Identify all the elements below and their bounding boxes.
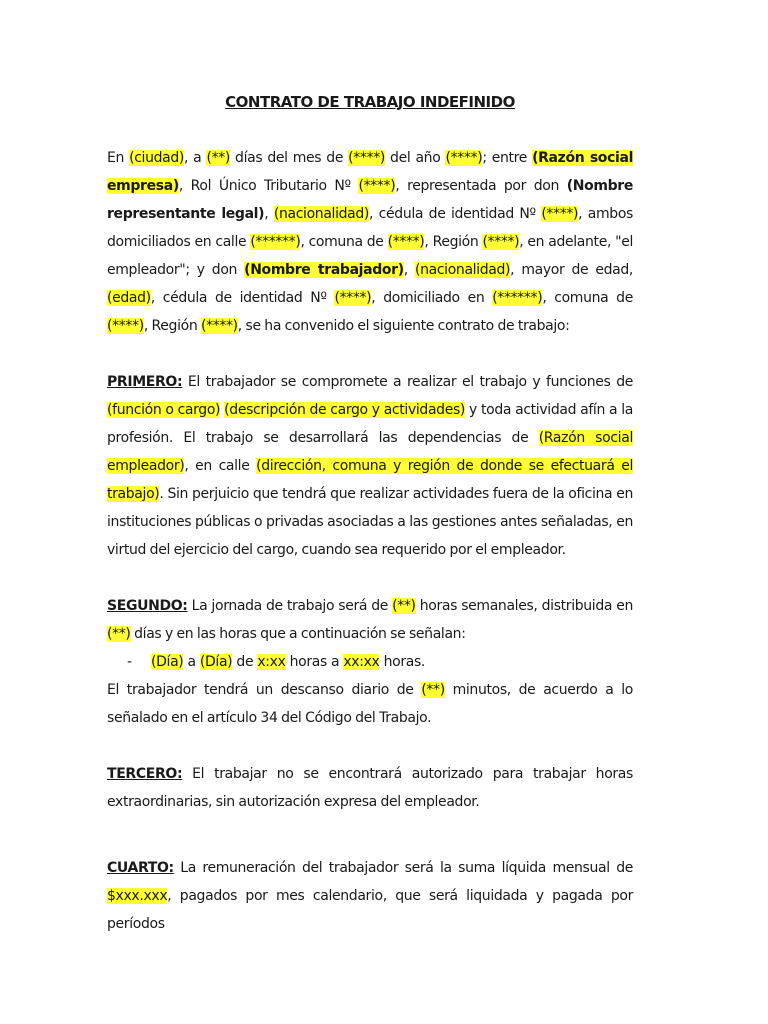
clause-segundo-descanso <box>107 676 633 732</box>
field-region-trabajador: (****) <box>200 318 238 334</box>
field-direccion-trabajo: (dirección, comuna y región de donde se efectuará el trabajo) <box>107 458 633 502</box>
schedule-bullet <box>107 648 633 676</box>
clause-text: y toda actividad afín a la profesión. El trabajo se desarrollará las dependencias de <box>107 402 633 446</box>
intro-text: , en adelante, "el empleador"; y don <box>107 234 633 278</box>
document-title: CONTRATO DE TRABAJO INDEFINIDO <box>225 93 515 111</box>
field-representante: (Nombre representante legal) <box>107 178 633 222</box>
intro-text: , a <box>184 150 207 166</box>
clause-text: El trabajador tendrá un descanso diario de <box>107 682 422 698</box>
field-horas-semanales: (**) <box>392 598 416 614</box>
field-comuna-trabajador: (****) <box>107 318 144 334</box>
intro-text: , Región <box>424 234 483 250</box>
intro-text: , Región <box>143 318 201 334</box>
intro-text: , domiciliado en <box>371 290 493 306</box>
clause-text: , en calle <box>184 458 257 474</box>
intro-text: del año <box>385 150 446 166</box>
intro-paragraph <box>107 144 633 340</box>
field-edad: (edad) <box>107 290 151 306</box>
clause-text: La remuneración del trabajador será la suma líquida mensual de <box>173 860 633 876</box>
clause-label: SEGUNDO: <box>107 598 188 614</box>
clause-segundo <box>107 592 633 648</box>
field-dias: (**) <box>206 150 230 166</box>
field-comuna-empleador: (****) <box>387 234 425 250</box>
intro-text: , <box>403 262 415 278</box>
clause-text: , pagados por mes calendario, que será liquidada y pagada por períodos <box>107 888 633 932</box>
bullet-text: horas a <box>285 654 344 670</box>
field-dia-inicio: (Día) <box>151 654 184 670</box>
field-dias-semana: (**) <box>107 626 131 642</box>
clause-label: TERCERO: <box>107 766 183 782</box>
intro-text: , comuna de <box>300 234 388 250</box>
clause-text: El trabajador se compromete a realizar el trabajo y funciones de <box>182 374 633 390</box>
bullet-text: a <box>183 654 200 670</box>
field-cedula-representante: (****) <box>541 206 579 222</box>
clause-text: minutos, de acuerdo a lo señalado en el artículo 34 del Código del Trabajo. <box>107 682 633 726</box>
field-descripcion-cargo: (descripción de cargo y actividades) <box>224 402 466 418</box>
intro-text: , mayor de edad, <box>510 262 634 278</box>
field-minutos-descanso: (**) <box>421 682 445 698</box>
field-nombre-trabajador: (Nombre trabajador) <box>244 262 404 278</box>
intro-text: días del mes de <box>230 150 349 166</box>
field-razon-social-empleador: (Razón social empleador) <box>107 430 633 474</box>
field-domicilio-trabajador: (******) <box>492 290 543 306</box>
clause-label: PRIMERO: <box>107 374 183 390</box>
field-ciudad: (ciudad) <box>129 150 185 166</box>
field-cedula-trabajador: (****) <box>334 290 372 306</box>
field-anio: (****) <box>445 150 483 166</box>
field-region-empleador: (****) <box>482 234 520 250</box>
clause-text: horas semanales, distribuida en <box>415 598 633 614</box>
field-funcion: (función o cargo) <box>107 402 221 418</box>
clause-label: CUARTO: <box>107 860 174 876</box>
field-dia-fin: (Día) <box>199 654 233 670</box>
intro-text: , representada por don <box>395 178 567 194</box>
intro-text: , Rol Único Tributario Nº <box>178 178 359 194</box>
field-nacionalidad-trabajador: (nacionalidad) <box>414 262 511 278</box>
clause-text: El trabajar no se encontrará autorizado para trabajar horas extraordinarias, sin autorización expresa del empleador. <box>107 766 633 810</box>
intro-text: , <box>264 206 274 222</box>
clause-primero <box>107 368 633 564</box>
intro-text: , cédula de identidad Nº <box>369 206 542 222</box>
bullet-text: de <box>232 654 258 670</box>
field-mes: (****) <box>348 150 385 166</box>
field-hora-inicio: x:xx <box>257 654 286 670</box>
intro-text: ; entre <box>482 150 533 166</box>
clause-cuarto <box>107 854 633 938</box>
field-monto-remuneracion: $xxx.xxx <box>107 888 168 904</box>
field-razon-social: (Razón social empresa) <box>107 150 634 194</box>
intro-text: , se ha convenido el siguiente contrato de trabajo: <box>237 318 570 334</box>
bullet-dash: - <box>127 654 132 670</box>
intro-text: , cédula de identidad Nº <box>150 290 335 306</box>
field-calle-empleador: (******) <box>250 234 301 250</box>
clause-text: La jornada de trabajo será de <box>187 598 393 614</box>
clause-text: días y en las horas que a continuación se señalan: <box>130 626 466 642</box>
field-hora-fin: xx:xx <box>343 654 380 670</box>
bullet-text: horas. <box>379 654 426 670</box>
intro-text: En <box>107 150 130 166</box>
clause-text: . Sin perjuicio que tendrá que realizar actividades fuera de la oficina en instituciones públicas o privadas asociadas a las gestiones antes señaladas, en virtud del ejercicio del cargo, cuando sea requerido por el empleador. <box>107 486 633 558</box>
field-nacionalidad-representante: (nacionalidad) <box>273 206 370 222</box>
intro-text: , comuna de <box>542 290 633 306</box>
intro-text: , ambos domiciliados en calle <box>107 206 633 250</box>
clause-tercero <box>107 760 633 816</box>
field-rut: (****) <box>358 178 396 194</box>
